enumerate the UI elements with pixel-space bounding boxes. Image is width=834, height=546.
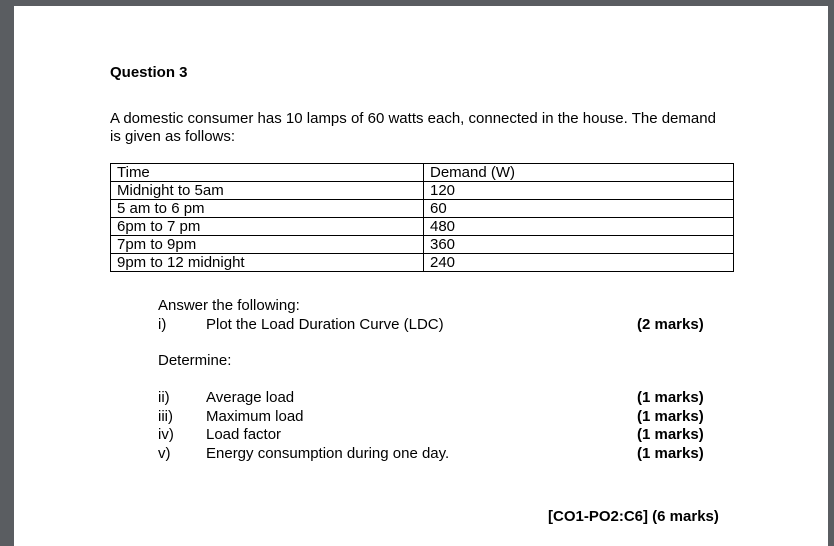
time-cell: 7pm to 9pm: [111, 236, 424, 254]
demand-cell: 240: [424, 254, 734, 272]
item-marks: (2 marks): [637, 316, 704, 333]
item-number: iv): [158, 426, 174, 443]
item-number: ii): [158, 389, 170, 406]
time-cell: 5 am to 6 pm: [111, 200, 424, 218]
demand-cell: 60: [424, 200, 734, 218]
item-text: Maximum load: [206, 408, 304, 425]
determine-lead: Determine:: [158, 352, 232, 369]
item-text: Load factor: [206, 426, 282, 443]
table-header-row: [111, 164, 734, 182]
table-row: [111, 218, 734, 236]
item-text: Energy consumption during one day.: [206, 445, 450, 462]
demand-cell: 360: [424, 236, 734, 254]
demand-table: [110, 163, 734, 272]
time-cell: Midnight to 5am: [111, 182, 424, 200]
document-page: [14, 6, 828, 546]
demand-cell: 480: [424, 218, 734, 236]
table-row: [111, 200, 734, 218]
item-number: v): [158, 445, 171, 462]
item-marks: (1 marks): [637, 426, 704, 443]
demand-cell: 120: [424, 182, 734, 200]
item-number: i): [158, 316, 167, 333]
item-text: Average load: [206, 389, 295, 406]
table-row: [111, 236, 734, 254]
item-marks: (1 marks): [637, 389, 704, 406]
item-text: Plot the Load Duration Curve (LDC): [206, 316, 444, 333]
table-row: [111, 182, 734, 200]
item-number: iii): [158, 408, 173, 425]
viewer-left-margin: [0, 6, 14, 546]
header-time: Time: [111, 164, 424, 182]
answer-lead: Answer the following:: [158, 297, 300, 314]
item-marks: (1 marks): [637, 445, 704, 462]
course-outcome-footer: [CO1-PO2:C6] (6 marks): [548, 508, 719, 525]
question-title: Question 3: [110, 64, 188, 81]
question-intro: A domestic consumer has 10 lamps of 60 watts each, connected in the house. The demand is given as follows:: [110, 110, 716, 145]
viewer-right-margin: [828, 6, 834, 546]
table-row: [111, 254, 734, 272]
time-cell: 9pm to 12 midnight: [111, 254, 424, 272]
time-cell: 6pm to 7 pm: [111, 218, 424, 236]
item-marks: (1 marks): [637, 408, 704, 425]
header-demand: Demand (W): [424, 164, 734, 182]
